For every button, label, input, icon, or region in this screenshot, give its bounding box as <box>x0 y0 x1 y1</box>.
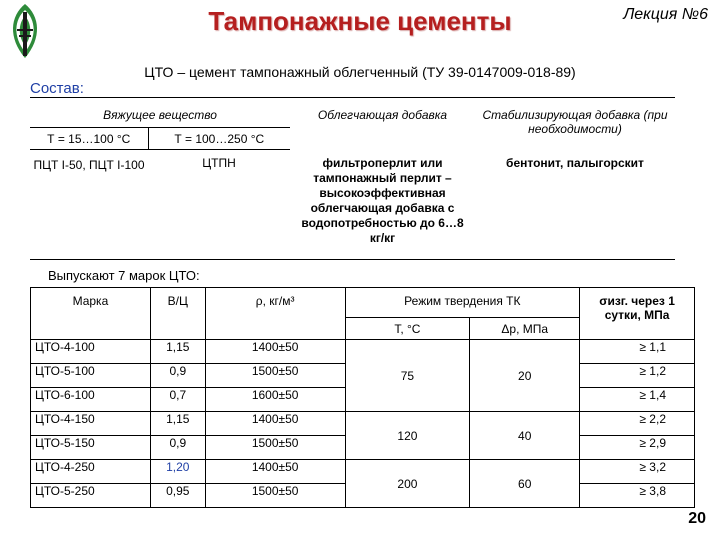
table-row: ЦТО-5-250 0,95 1500±50 ≥ 3,8 <box>31 484 695 508</box>
stabilizing-value: бентонит, палыгорскит <box>475 150 675 260</box>
lightening-value: фильтроперлит или тампонажный перлит – высокоэффективная облегчающая добавка с водопотребностью до 6…8 кг/кг <box>290 150 475 260</box>
temp-75: 75 <box>345 340 470 412</box>
binder-header: Вяжущее вещество <box>30 98 290 128</box>
lecture-number: Лекция №6 <box>623 6 708 23</box>
pressure-20: 20 <box>470 340 580 412</box>
pressure-60: 60 <box>470 460 580 508</box>
binder-1: ПЦТ I-50, ПЦТ I-100 <box>30 150 148 260</box>
strength-header: σизг. через 1 сутки, МПа <box>580 288 695 340</box>
table-row: ЦТО-5-100 0,9 1500±50 ≥ 1,2 <box>31 364 695 388</box>
page-title: Тампонажные цементы <box>208 6 512 36</box>
grade-header: Марка <box>31 288 151 340</box>
pressure-40: 40 <box>470 412 580 460</box>
density-header: ρ, кг/м³ <box>205 288 345 340</box>
grades-table <box>30 287 695 508</box>
composition-table <box>30 97 675 260</box>
temp-120: 120 <box>345 412 470 460</box>
table-row: ЦТО-5-150 0,9 1500±50 ≥ 2,9 <box>31 436 695 460</box>
wc-header: В/Ц <box>150 288 205 340</box>
composition-label: Состав: <box>30 80 84 97</box>
table-row: ЦТО-4-100 1,15 1400±50 75 20 ≥ 1,1 <box>31 340 695 364</box>
release-text: Выпускают 7 марок ЦТО: <box>48 268 200 283</box>
table-row: ЦТО-4-250 1,20 1400±50 200 60 ≥ 3,2 <box>31 460 695 484</box>
page-number: 20 <box>688 510 706 527</box>
table-row: ЦТО-6-100 0,7 1600±50 ≥ 1,4 <box>31 388 695 412</box>
curing-header: Режим твердения ТК <box>345 288 580 318</box>
temp-range-1: Т = 15…100 °С <box>30 128 148 150</box>
temp-range-2: Т = 100…250 °С <box>148 128 290 150</box>
binder-2: ЦТПН <box>148 150 290 260</box>
table-row: ЦТО-4-150 1,15 1400±50 120 40 ≥ 2,2 <box>31 412 695 436</box>
temp-header: Т, °С <box>345 318 470 340</box>
pressure-header: Δр, МПа <box>470 318 580 340</box>
subtitle: ЦТО – цемент тампонажный облегченный (ТУ 39-0147009-018-89) <box>144 64 576 80</box>
stabilizing-header: Стабилизирующая добавка (при необходимости) <box>475 98 675 150</box>
temp-200: 200 <box>345 460 470 508</box>
lightening-header: Облегчающая добавка <box>290 98 475 150</box>
